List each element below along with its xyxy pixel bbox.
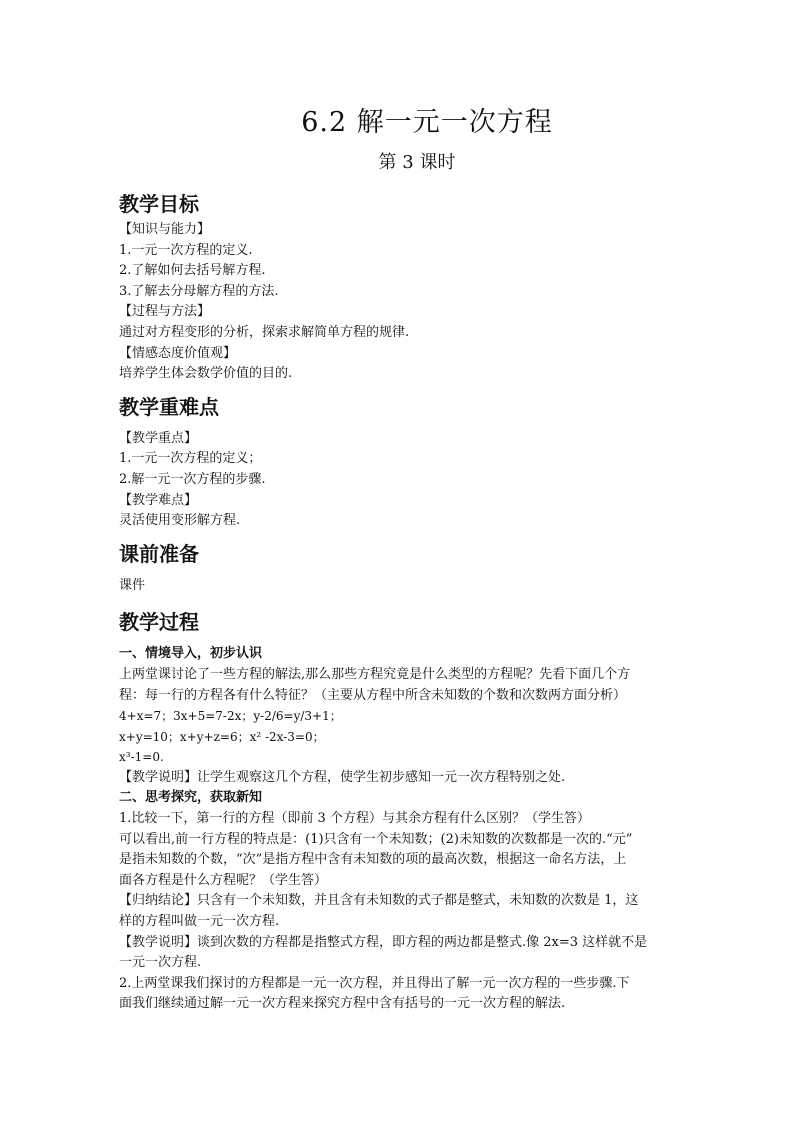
goals-line: 【过程与方法】 — [119, 304, 211, 320]
goals-line: 【情感态度价值观】 — [119, 345, 237, 361]
process-paragraph-line: 样的方程叫做一元一次方程. — [119, 914, 280, 930]
process-subheading: 二、思考探究，获取新知 — [119, 790, 263, 806]
goals-line: 通过对方程变形的分析，探索求解简单方程的规律. — [119, 324, 410, 340]
prep-line: 课件 — [119, 577, 146, 593]
equation-line: x³-1=0. — [119, 750, 164, 765]
equation-line: 4+x=7；3x+5=7-2x；y-2/6=y/3+1； — [119, 709, 342, 724]
process-paragraph-line: 1.比较一下，第一行的方程（即前 3 个方程）与其余方程有什么区别？（学生答） — [119, 811, 590, 827]
keypoints-line: 【教学难点】 — [119, 492, 198, 508]
keypoints-line: 1.一元一次方程的定义； — [119, 451, 262, 467]
process-paragraph-line: 一元一次方程. — [119, 955, 202, 971]
equation-line: x+y=10；x+y+z=6；x² -2x-3=0； — [119, 729, 325, 744]
section-heading-goals: 教学目标 — [119, 192, 199, 216]
process-paragraph-line: 是指未知数的个数，“次”是指方程中含有未知数的项的最高次数，根据这一命名方法，上 — [119, 852, 627, 868]
doc-title: 6.2 解一元一次方程 — [301, 107, 553, 138]
process-subheading: 一、情境导入，初步认识 — [119, 646, 263, 662]
process-paragraph-line: 【归纳结论】只含有一个未知数，并且含有未知数的式子都是整式，未知数的次数是 1，这 — [119, 893, 639, 909]
process-paragraph-line: 【教学说明】谈到次数的方程都是指整式方程，即方程的两边都是整式.像 2x=3 这样就不是 — [119, 934, 648, 950]
process-paragraph-line: 面各方程是什么方程呢？（学生答） — [119, 872, 328, 888]
goals-line: 2.了解如何去括号解方程. — [119, 263, 266, 279]
goals-line: 培养学生体会数学价值的目的. — [119, 366, 293, 382]
process-paragraph-line: 2.上两堂课我们探讨的方程都是一元一次方程，并且得出了解一元一次方程的一些步骤.下 — [119, 975, 630, 991]
section-heading-keypoints: 教学重难点 — [119, 394, 219, 419]
section-heading-prep: 课前准备 — [119, 541, 199, 566]
goals-line: 1.一元一次方程的定义. — [119, 242, 253, 258]
doc-subtitle: 第 3 课时 — [378, 152, 456, 173]
doc-content — [119, 188, 681, 1015]
keypoints-line: 【教学重点】 — [119, 430, 198, 446]
goals-line: 【知识与能力】 — [119, 222, 211, 237]
process-paragraph-line: 面我们继续通过解一元一次方程来探究方程中含有括号的一元一次方程的解法. — [119, 996, 566, 1012]
process-paragraph-line: 可以看出,前一行方程的特点是：(1)只含有一个未知数；(2)未知数的次数都是一次的.“元” — [119, 831, 633, 847]
keypoints-line: 2.解一元一次方程的步骤. — [119, 471, 266, 487]
section-heading-process: 教学过程 — [119, 610, 199, 635]
goals-line: 3.了解去分母解方程的方法. — [119, 283, 279, 299]
teaching-note: 【教学说明】让学生观察这几个方程，使学生初步感知一元一次方程特别之处. — [119, 769, 566, 785]
process-paragraph-line: 程：每一行的方程各有什么特征？（主要从方程中所含未知数的个数和次数两方面分析） — [119, 687, 627, 703]
process-paragraph-line: 上两堂课讨论了一些方程的解法,那么那些方程究竟是什么类型的方程呢？先看下面几个方 — [119, 666, 631, 682]
keypoints-line: 灵活使用变形解方程. — [119, 513, 241, 529]
